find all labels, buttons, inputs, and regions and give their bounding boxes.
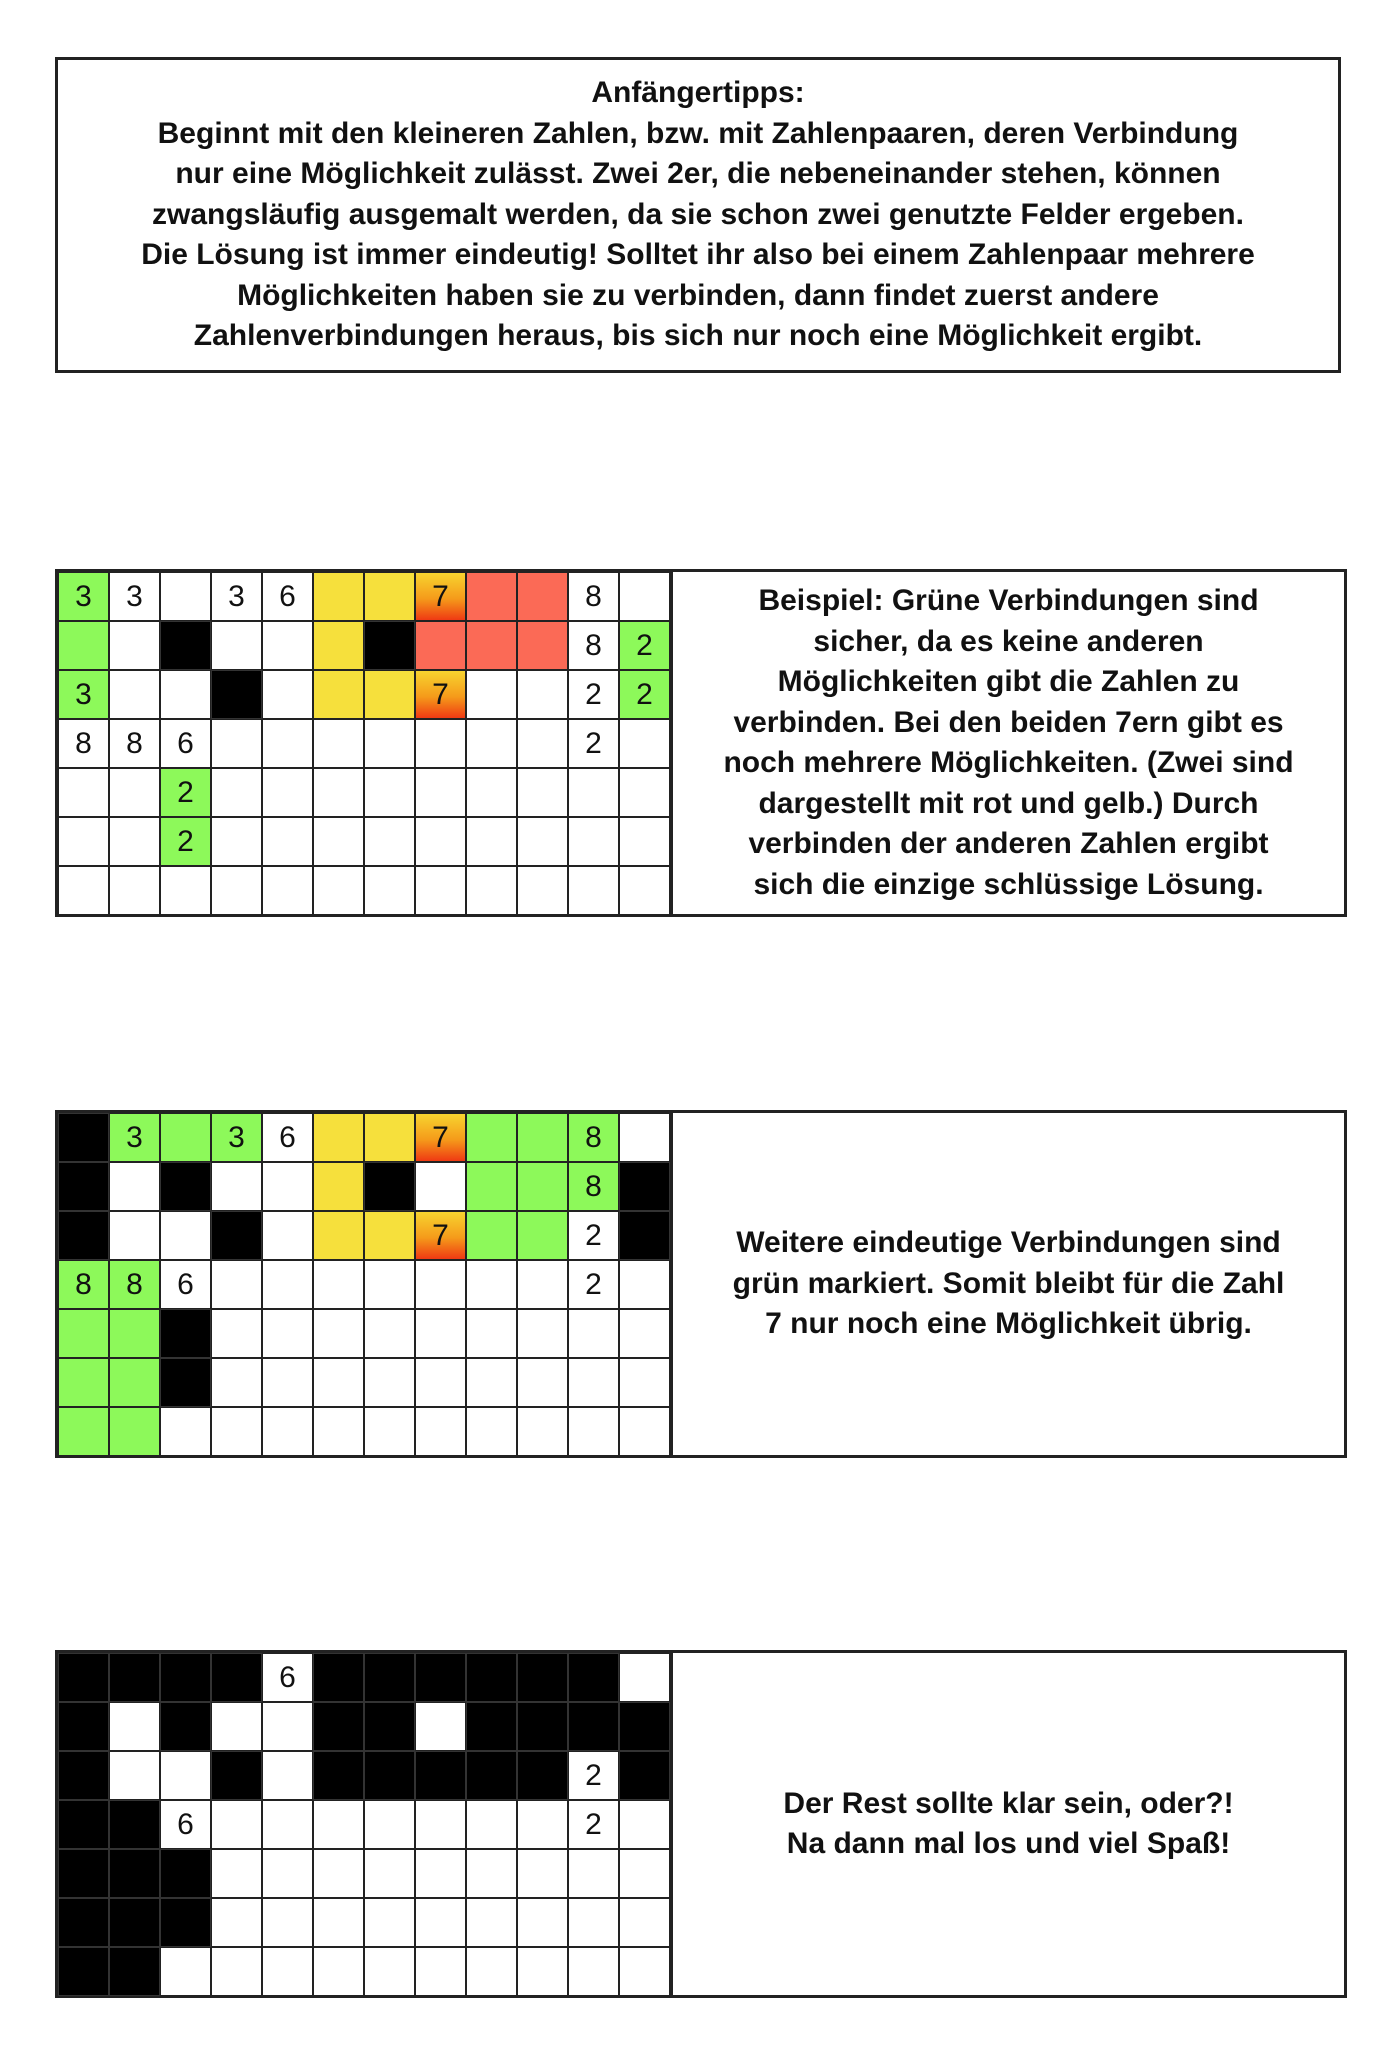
grid-cell <box>466 817 517 866</box>
grid-cell <box>466 1309 517 1358</box>
grid-cell <box>466 621 517 670</box>
grid-cell <box>466 1211 517 1260</box>
grid-cell <box>568 866 619 915</box>
grid-cell <box>262 1947 313 1996</box>
grid-cell <box>160 1702 211 1751</box>
tips-line: zwangsläufig ausgemalt werden, da sie schon zwei genutzte Felder ergeben. <box>152 197 1244 231</box>
grid-cell <box>58 1947 109 1996</box>
number-cell: 6 <box>160 1260 211 1309</box>
grid-cell <box>466 1702 517 1751</box>
grid-cell <box>160 1947 211 1996</box>
grid-cell <box>211 1260 262 1309</box>
number-cell: 7 <box>415 1211 466 1260</box>
grid-cell <box>517 1309 568 1358</box>
grid-cell <box>58 1702 109 1751</box>
grid-cell <box>109 1702 160 1751</box>
number-cell: 6 <box>262 1113 313 1162</box>
grid-cell <box>313 1309 364 1358</box>
grid-cell <box>262 1800 313 1849</box>
number-cell: 8 <box>568 1113 619 1162</box>
explanation-line: sich die einzige schlüssige Lösung. <box>753 867 1264 901</box>
grid-cell <box>262 719 313 768</box>
grid-cell <box>415 1947 466 1996</box>
number-cell: 2 <box>568 670 619 719</box>
grid-cell <box>619 817 670 866</box>
grid-cell <box>58 1211 109 1260</box>
number-cell: 7 <box>415 1113 466 1162</box>
grid-cell <box>619 1113 670 1162</box>
explanation-line: sicher, da es keine anderen <box>813 624 1204 658</box>
number-cell: 3 <box>58 572 109 621</box>
grid-cell <box>58 817 109 866</box>
grid-cell <box>364 1702 415 1751</box>
grid-cell <box>619 719 670 768</box>
grid-cell <box>211 768 262 817</box>
grid-cell <box>517 621 568 670</box>
grid-cell <box>58 1653 109 1702</box>
grid-cell <box>568 1702 619 1751</box>
grid-cell <box>517 1407 568 1456</box>
grid-cell <box>364 866 415 915</box>
grid-cell <box>58 1849 109 1898</box>
grid-cell <box>466 1407 517 1456</box>
grid-cell <box>415 1751 466 1800</box>
grid-cell <box>211 866 262 915</box>
explanation-line: 7 nur noch eine Möglichkeit übrig. <box>765 1307 1252 1341</box>
number-cell: 3 <box>109 572 160 621</box>
grid-cell <box>262 1849 313 1898</box>
grid-cell <box>160 1211 211 1260</box>
grid-cell <box>109 1358 160 1407</box>
grid-cell <box>415 1800 466 1849</box>
number-cell: 6 <box>262 572 313 621</box>
grid-cell <box>466 1947 517 1996</box>
grid-cell <box>619 572 670 621</box>
grid-cell <box>466 670 517 719</box>
explanation-line: dargestellt mit rot und gelb.) Durch <box>758 786 1259 820</box>
grid-cell <box>364 1358 415 1407</box>
grid-cell <box>466 1358 517 1407</box>
explanation-line: Weitere eindeutige Verbindungen sind <box>736 1226 1281 1260</box>
grid-cell <box>313 1113 364 1162</box>
grid-cell <box>262 1898 313 1947</box>
grid-cell <box>415 1358 466 1407</box>
explanation-text <box>673 1653 1344 1995</box>
grid-cell <box>313 621 364 670</box>
explanation-line: verbinden der anderen Zahlen ergibt <box>748 827 1269 860</box>
grid-cell <box>466 1800 517 1849</box>
grid-cell <box>160 1849 211 1898</box>
grid-cell <box>517 1260 568 1309</box>
grid-cell <box>313 1358 364 1407</box>
grid-cell <box>466 1113 517 1162</box>
grid-cell <box>568 1407 619 1456</box>
tips-title: Anfängertipps: <box>591 76 805 110</box>
grid-cell <box>517 1898 568 1947</box>
grid-cell <box>160 1113 211 1162</box>
grid-cell <box>568 1898 619 1947</box>
grid-cell <box>517 670 568 719</box>
grid-cell <box>313 670 364 719</box>
grid-cell <box>364 817 415 866</box>
grid-cell <box>211 1898 262 1947</box>
number-cell: 8 <box>109 1260 160 1309</box>
grid-cell <box>364 1849 415 1898</box>
puzzle-grid <box>58 572 673 914</box>
explanation-line: Möglichkeiten gibt die Zahlen zu <box>777 665 1240 698</box>
grid-cell <box>211 1849 262 1898</box>
grid-cell <box>619 1751 670 1800</box>
grid-cell <box>415 1407 466 1456</box>
grid-cell <box>313 866 364 915</box>
grid-cell <box>313 1653 364 1702</box>
grid-cell <box>568 817 619 866</box>
explanation-line: noch mehrere Möglichkeiten. (Zwei sind <box>723 746 1294 779</box>
grid-cell <box>109 866 160 915</box>
grid-cell <box>58 1800 109 1849</box>
grid-cell <box>364 621 415 670</box>
grid-cell <box>619 768 670 817</box>
grid-cell <box>466 1162 517 1211</box>
grid-cell <box>109 1407 160 1456</box>
grid-cell <box>313 1800 364 1849</box>
grid-cell <box>619 1898 670 1947</box>
grid-cell <box>262 1309 313 1358</box>
grid-cell <box>211 670 262 719</box>
grid-cell <box>619 1162 670 1211</box>
grid-cell <box>262 1751 313 1800</box>
grid-cell <box>109 768 160 817</box>
grid-cell <box>109 1800 160 1849</box>
grid-cell <box>262 1211 313 1260</box>
grid-cell <box>58 1751 109 1800</box>
grid-cell <box>517 1947 568 1996</box>
number-cell: 8 <box>109 719 160 768</box>
number-cell: 3 <box>211 572 262 621</box>
grid-cell <box>211 1162 262 1211</box>
grid-cell <box>211 621 262 670</box>
grid-cell <box>415 1260 466 1309</box>
grid-cell <box>109 817 160 866</box>
grid-cell <box>160 866 211 915</box>
tips-line: Die Lösung ist immer eindeutig! Solltet ihr also bei einem Zahlenpaar mehrere <box>141 238 1255 272</box>
number-cell: 2 <box>568 719 619 768</box>
grid-cell <box>58 768 109 817</box>
grid-cell <box>262 670 313 719</box>
explanation-line: Beispiel: Grüne Verbindungen sind <box>758 584 1259 617</box>
grid-cell <box>313 1162 364 1211</box>
grid-cell <box>211 1309 262 1358</box>
grid-cell <box>568 1309 619 1358</box>
grid-cell <box>160 670 211 719</box>
grid-cell <box>313 1702 364 1751</box>
number-cell: 3 <box>211 1113 262 1162</box>
number-cell: 3 <box>58 670 109 719</box>
example-2 <box>55 1110 1347 1458</box>
grid-cell <box>568 768 619 817</box>
explanation-line: Na dann mal los und viel Spaß! <box>786 1827 1231 1860</box>
explanation-line: grün markiert. Somit bleibt für die Zahl <box>732 1266 1285 1300</box>
grid-cell <box>415 866 466 915</box>
number-cell: 2 <box>568 1211 619 1260</box>
number-cell: 8 <box>568 572 619 621</box>
grid-cell <box>160 1162 211 1211</box>
puzzle-grid <box>58 1653 673 1995</box>
grid-cell <box>415 1898 466 1947</box>
grid-cell <box>109 670 160 719</box>
grid-cell <box>262 1407 313 1456</box>
grid-cell <box>517 1849 568 1898</box>
grid-cell <box>415 1849 466 1898</box>
explanation-line: Der Rest sollte klar sein, oder?! <box>783 1786 1234 1820</box>
grid-cell <box>313 768 364 817</box>
grid-cell <box>364 1113 415 1162</box>
grid-cell <box>58 1309 109 1358</box>
number-cell: 3 <box>109 1113 160 1162</box>
grid-cell <box>517 1702 568 1751</box>
number-cell: 2 <box>160 768 211 817</box>
grid-cell <box>517 817 568 866</box>
grid-cell <box>109 621 160 670</box>
grid-cell <box>415 719 466 768</box>
grid-cell <box>211 1211 262 1260</box>
explanation-text <box>673 572 1344 914</box>
number-cell: 2 <box>568 1751 619 1800</box>
number-cell: 8 <box>568 1162 619 1211</box>
tips-line: Beginnt mit den kleineren Zahlen, bzw. mit Zahlenpaaren, deren Verbindung <box>157 116 1239 150</box>
grid-cell <box>415 621 466 670</box>
grid-cell <box>109 1849 160 1898</box>
grid-cell <box>415 1309 466 1358</box>
grid-cell <box>58 621 109 670</box>
grid-cell <box>58 1113 109 1162</box>
tips-box <box>55 57 1341 373</box>
grid-cell <box>160 572 211 621</box>
number-cell: 2 <box>568 1800 619 1849</box>
grid-cell <box>568 1358 619 1407</box>
grid-cell <box>517 866 568 915</box>
grid-cell <box>517 719 568 768</box>
grid-cell <box>466 1751 517 1800</box>
grid-cell <box>313 1211 364 1260</box>
grid-cell <box>160 1751 211 1800</box>
number-cell: 6 <box>262 1653 313 1702</box>
grid-cell <box>466 1898 517 1947</box>
number-cell: 8 <box>568 621 619 670</box>
grid-cell <box>313 1407 364 1456</box>
number-cell: 7 <box>415 670 466 719</box>
grid-cell <box>517 1211 568 1260</box>
grid-cell <box>313 1849 364 1898</box>
grid-cell <box>109 1947 160 1996</box>
grid-cell <box>160 621 211 670</box>
grid-cell <box>211 719 262 768</box>
grid-cell <box>517 1751 568 1800</box>
grid-cell <box>619 866 670 915</box>
grid-cell <box>160 1898 211 1947</box>
number-cell: 2 <box>160 817 211 866</box>
grid-cell <box>364 719 415 768</box>
grid-cell <box>211 817 262 866</box>
explanation-line: verbinden. Bei den beiden 7ern gibt es <box>733 705 1284 739</box>
grid-cell <box>466 1260 517 1309</box>
tips-line: nur eine Möglichkeit zulässt. Zwei 2er, die nebeneinander stehen, können <box>175 157 1221 191</box>
grid-cell <box>466 572 517 621</box>
grid-cell <box>211 1947 262 1996</box>
grid-cell <box>313 572 364 621</box>
grid-cell <box>415 817 466 866</box>
grid-cell <box>517 572 568 621</box>
grid-cell <box>619 1407 670 1456</box>
grid-cell <box>364 1407 415 1456</box>
grid-cell <box>568 1849 619 1898</box>
grid-cell <box>262 1162 313 1211</box>
grid-cell <box>415 1653 466 1702</box>
example-1 <box>55 569 1347 917</box>
grid-cell <box>568 1947 619 1996</box>
grid-cell <box>58 1358 109 1407</box>
grid-cell <box>619 1702 670 1751</box>
grid-cell <box>109 1211 160 1260</box>
grid-cell <box>415 1702 466 1751</box>
grid-cell <box>262 1702 313 1751</box>
puzzle-grid <box>58 1113 673 1455</box>
grid-cell <box>466 1849 517 1898</box>
grid-cell <box>109 1898 160 1947</box>
grid-cell <box>364 572 415 621</box>
grid-cell <box>58 1162 109 1211</box>
grid-cell <box>619 1653 670 1702</box>
grid-cell <box>517 768 568 817</box>
tips-line: Möglichkeiten haben sie zu verbinden, dann findet zuerst andere <box>237 278 1159 312</box>
grid-cell <box>364 1751 415 1800</box>
grid-cell <box>211 1407 262 1456</box>
tips-line: Zahlenverbindungen heraus, bis sich nur noch eine Möglichkeit ergibt. <box>193 319 1203 353</box>
grid-cell <box>262 768 313 817</box>
grid-cell <box>313 817 364 866</box>
grid-cell <box>364 1800 415 1849</box>
grid-cell <box>466 1653 517 1702</box>
grid-cell <box>619 1260 670 1309</box>
grid-cell <box>262 621 313 670</box>
number-cell: 7 <box>415 572 466 621</box>
grid-cell <box>568 1653 619 1702</box>
grid-cell <box>262 817 313 866</box>
grid-cell <box>364 1260 415 1309</box>
grid-cell <box>160 1309 211 1358</box>
grid-cell <box>466 768 517 817</box>
grid-cell <box>619 1800 670 1849</box>
grid-cell <box>160 1407 211 1456</box>
grid-cell <box>517 1358 568 1407</box>
grid-cell <box>211 1751 262 1800</box>
number-cell: 6 <box>160 719 211 768</box>
example-3 <box>55 1650 1347 1998</box>
grid-cell <box>619 1947 670 1996</box>
grid-cell <box>211 1800 262 1849</box>
number-cell: 2 <box>619 670 670 719</box>
grid-cell <box>211 1702 262 1751</box>
explanation-text <box>673 1113 1344 1455</box>
grid-cell <box>619 1309 670 1358</box>
grid-cell <box>517 1162 568 1211</box>
grid-cell <box>364 1211 415 1260</box>
grid-cell <box>517 1653 568 1702</box>
grid-cell <box>364 1309 415 1358</box>
grid-cell <box>364 1162 415 1211</box>
grid-cell <box>619 1849 670 1898</box>
grid-cell <box>364 768 415 817</box>
grid-cell <box>109 1751 160 1800</box>
number-cell: 6 <box>160 1800 211 1849</box>
grid-cell <box>109 1162 160 1211</box>
grid-cell <box>313 1260 364 1309</box>
grid-cell <box>262 1358 313 1407</box>
grid-cell <box>58 1407 109 1456</box>
grid-cell <box>364 670 415 719</box>
grid-cell <box>160 1653 211 1702</box>
grid-cell <box>313 1751 364 1800</box>
grid-cell <box>364 1898 415 1947</box>
grid-cell <box>313 1898 364 1947</box>
grid-cell <box>313 719 364 768</box>
grid-cell <box>160 1358 211 1407</box>
grid-cell <box>364 1947 415 1996</box>
grid-cell <box>466 719 517 768</box>
number-cell: 2 <box>619 621 670 670</box>
grid-cell <box>58 866 109 915</box>
grid-cell <box>415 768 466 817</box>
number-cell: 8 <box>58 719 109 768</box>
grid-cell <box>262 1260 313 1309</box>
grid-cell <box>211 1653 262 1702</box>
grid-cell <box>109 1653 160 1702</box>
grid-cell <box>109 1309 160 1358</box>
grid-cell <box>364 1653 415 1702</box>
grid-cell <box>619 1211 670 1260</box>
grid-cell <box>619 1358 670 1407</box>
grid-cell <box>466 866 517 915</box>
grid-cell <box>517 1113 568 1162</box>
grid-cell <box>313 1947 364 1996</box>
grid-cell <box>415 1162 466 1211</box>
grid-cell <box>262 866 313 915</box>
number-cell: 8 <box>58 1260 109 1309</box>
number-cell: 2 <box>568 1260 619 1309</box>
grid-cell <box>211 1358 262 1407</box>
grid-cell <box>517 1800 568 1849</box>
grid-cell <box>58 1898 109 1947</box>
